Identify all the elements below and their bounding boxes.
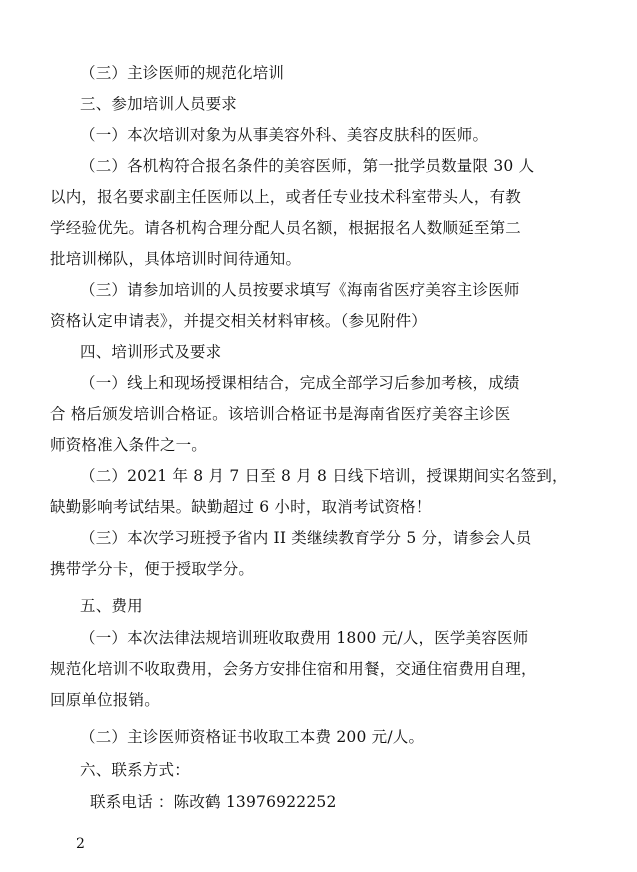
text-line: （三）本次学习班授予省内 II 类继续教育学分 5 分，请参会人员: [80, 529, 532, 547]
text-line: 以内，报名要求副主任医师以上，或者任专业技术科室带头人，有教: [50, 188, 522, 206]
section-heading: 三、参加培训人员要求: [80, 95, 238, 113]
text-line: 师资格准入条件之一。: [50, 436, 208, 454]
text-line: （二）各机构符合报名条件的美容医师，第一批学员数量限 30 人: [80, 157, 535, 175]
text-line: （一）本次培训对象为从事美容外科、美容皮肤科的医师。: [80, 126, 489, 144]
text-line: （三）请参加培训的人员按要求填写《海南省医疗美容主诊医师: [80, 281, 520, 299]
text-line: 学经验优先。请各机构合理分配人员名额，根据报名人数顺延至第二: [50, 219, 522, 237]
section-heading: 四、培训形式及要求: [80, 343, 222, 361]
text-line: （三）主诊医师的规范化培训: [80, 64, 285, 82]
text-line: 批培训梯队，具体培训时间待通知。: [50, 250, 302, 268]
text-line: 回原单位报销。: [50, 691, 160, 709]
text-line: （一）本次法律法规培训班收取费用 1800 元/人，医学美容医师: [80, 629, 529, 647]
text-line: 合 格后颁发培训合格证。该培训合格证书是海南省医疗美容主诊医: [50, 405, 511, 423]
page-number: 2: [76, 836, 85, 852]
text-line: 资格认定申请表》，并提交相关材料审核。（参见附件）: [50, 312, 428, 330]
text-line: （二）2021 年 8 月 7 日至 8 月 8 日线下培训，授课期间实名签到，: [80, 467, 568, 485]
text-line: 缺勤影响考试结果。缺勤超过 6 小时，取消考试资格！: [50, 498, 432, 516]
text-line: 规范化培训不收取费用，会务方安排住宿和用餐，交通住宿费用自理，: [50, 660, 537, 678]
section-heading: 六、联系方式：: [80, 761, 190, 779]
section-heading: 五、费用: [80, 597, 143, 615]
text-line: 携带学分卡，便于授取学分。: [50, 560, 255, 578]
text-line: （二）主诊医师资格证书收取工本费 200 元/人。: [80, 728, 425, 746]
text-line: （一）线上和现场授课相结合，完成全部学习后参加考核，成绩: [80, 374, 520, 392]
contact-line: 联系电话 ：陈改鹤 13976922252: [90, 793, 337, 811]
